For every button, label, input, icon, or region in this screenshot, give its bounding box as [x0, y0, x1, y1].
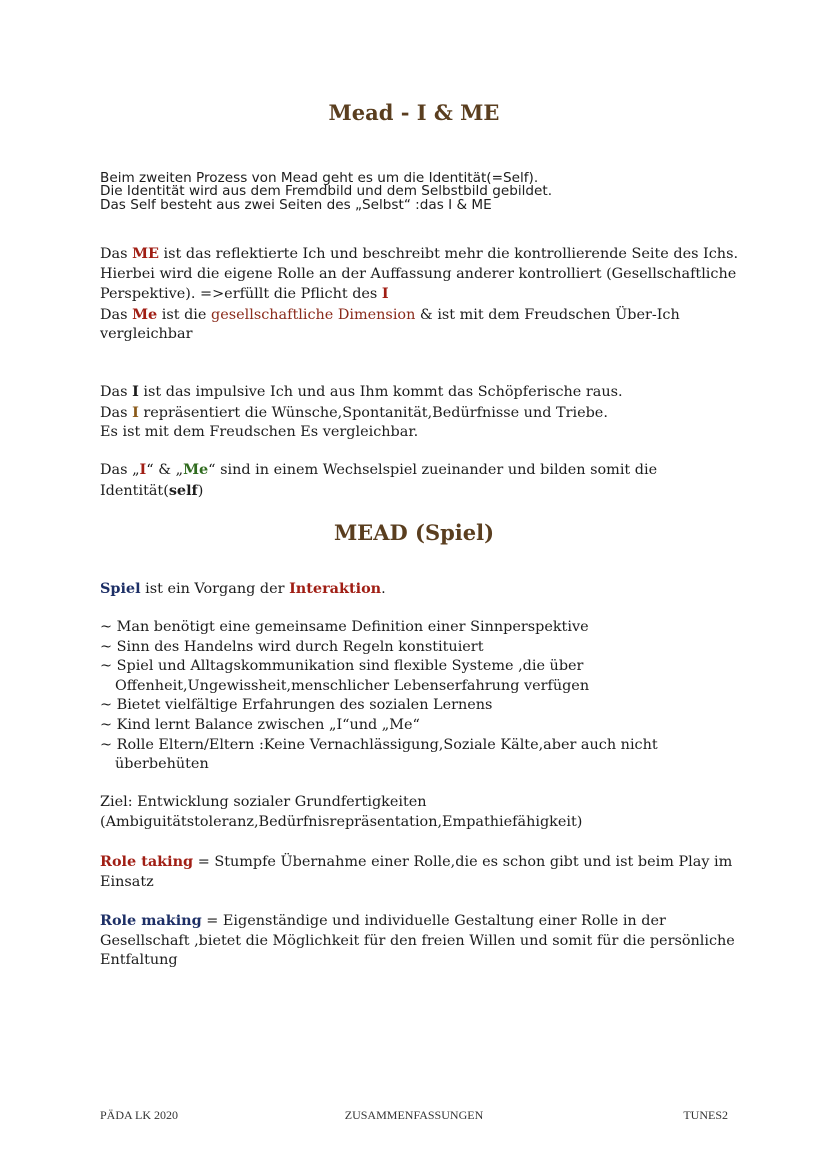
spiel-definition: Spiel ist ein Vorgang der Interaktion. [100, 580, 386, 597]
wechsel-paragraph: Das „I“ & „Me“ sind in einem Wechselspiel zueinander und bilden somit die Identität(self) [100, 461, 658, 499]
ziel-line: (Ambiguitätstoleranz,Bedürfnisrepräsentation,Empathiefähigkeit) [100, 813, 583, 830]
role-making-term: Role making [100, 912, 202, 929]
dimension-highlight: gesellschaftliche Dimension [211, 306, 416, 323]
list-item: ~ Rolle Eltern/Eltern :Keine Vernachlässigung,Soziale Kälte,aber auch nicht überbehüten [100, 736, 658, 773]
intro-line: Das Self besteht aus zwei Seiten des „Selbst“ :das I & ME [100, 196, 492, 213]
me-definition: Das ME ist das reflektierte Ich und beschreibt mehr die kontrollierende Seite des Ichs. [100, 245, 739, 262]
i-term: I [132, 403, 139, 421]
list-item: ~ Bietet vielfältige Erfahrungen des sozialen Lernens [100, 697, 493, 714]
i-term: I [139, 461, 147, 478]
i-section [100, 382, 740, 443]
role-taking-term: Role taking [100, 853, 194, 870]
role-taking-paragraph: Role taking = Stumpfe Übernahme einer Rolle,die es schon gibt und ist beim Play im Einsatz [100, 853, 733, 890]
list-item: ~ Spiel und Alltagskommunikation sind flexible Systeme ,die über Offenheit,Ungewissheit,menschlicher Lebenserfahrung verfügen [100, 658, 590, 694]
list-item: ~ Kind lernt Balance zwischen „I“und „Me“ [100, 716, 420, 733]
me-term: Me [183, 461, 209, 478]
section-title: MEAD (Spiel) [333, 520, 495, 545]
i-line: Das I ist das impulsive Ich und aus Ihm kommt das Schöpferische raus. [100, 383, 623, 400]
intro-line: Beim zweiten Prozess von Mead geht es um die Identität(=Self). [100, 170, 539, 186]
intro-line: Die Identität wird aus dem Fremdbild und dem Selbstbild gebildet. [100, 183, 553, 200]
bullet-list [100, 618, 740, 775]
ziel-line: Ziel: Entwicklung sozialer Grundfertigkeiten [100, 794, 427, 810]
footer-center: ZUSAMMENFASSUNGEN [344, 1108, 484, 1122]
interaktion-term: Interaktion [289, 580, 382, 597]
page-title: Mead - I & ME [328, 100, 500, 125]
list-item: ~ Man benötigt eine gemeinsame Definition einer Sinnperspektive [100, 619, 589, 635]
i-term: I [132, 383, 139, 400]
i-line: Es ist mit dem Freudschen Es vergleichbar. [100, 424, 419, 441]
me-term: ME [132, 245, 159, 262]
footer-left: PÄDA LK 2020 [100, 1108, 179, 1122]
ziel-paragraph [100, 793, 740, 832]
me-section [100, 244, 740, 345]
i-term: I [381, 285, 389, 303]
intro-paragraph [100, 172, 740, 212]
me-dimension: Das Me ist die gesellschaftliche Dimension & ist mit dem Freudschen Über-Ich vergleichbar [100, 305, 680, 343]
me-control: Hierbei wird die eigene Rolle an der Auffassung anderer kontrolliert (Gesellschaftliche Perspektive). =>erfüllt die Pflicht des I [100, 265, 737, 303]
me-term: Me [132, 305, 158, 323]
role-making-paragraph: Role making = Eigenständige und individuelle Gestaltung einer Rolle in der Gesellschaft ,bietet die Möglichkeit für den freien Willen und somit für die persönliche Entfaltung [100, 912, 735, 969]
i-line: Das I repräsentiert die Wünsche,Spontanität,Bedürfnisse und Triebe. [100, 403, 608, 421]
list-item: ~ Sinn des Handelns wird durch Regeln konstituiert [100, 638, 484, 655]
spiel-term: Spiel [100, 580, 141, 597]
self-term: self [168, 481, 198, 499]
footer-right: TUNES2 [683, 1108, 728, 1122]
